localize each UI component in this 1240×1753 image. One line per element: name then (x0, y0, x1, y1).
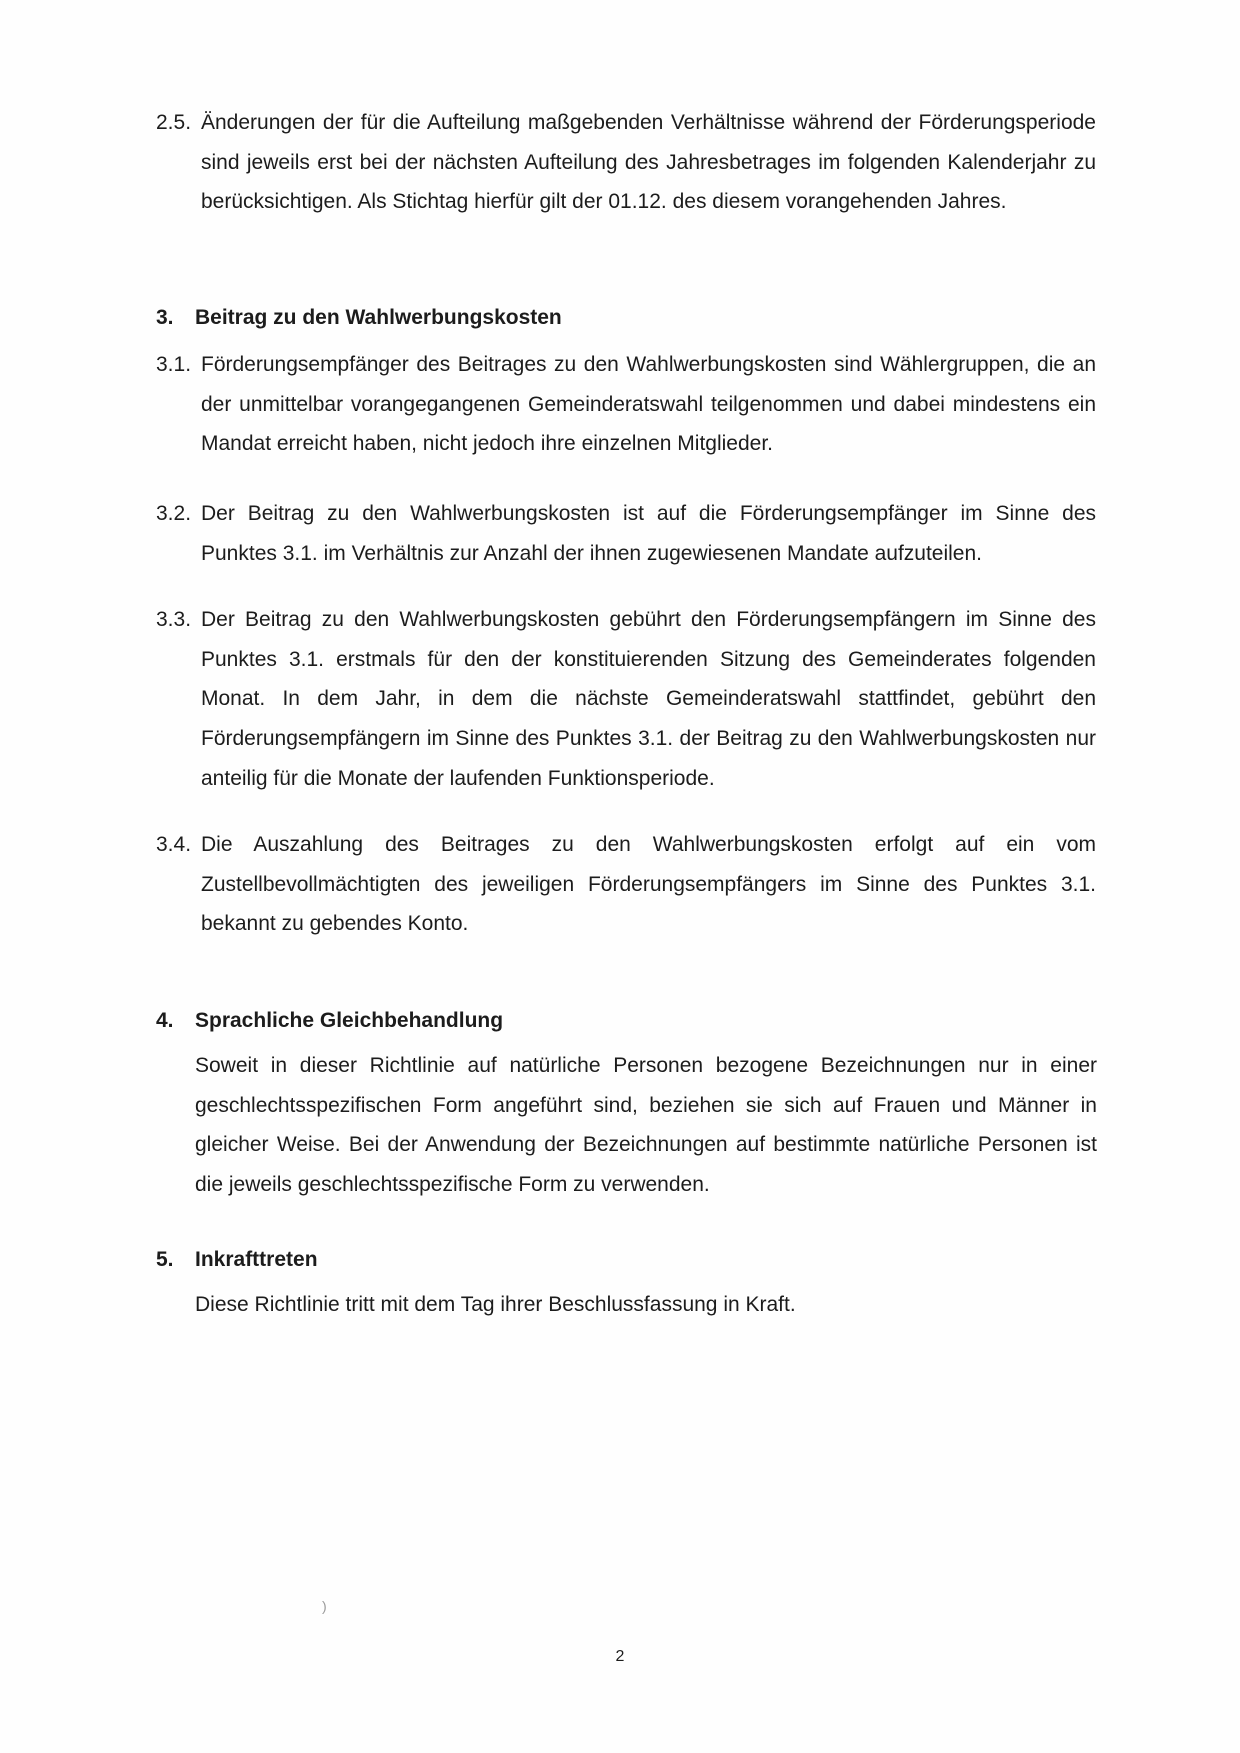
stray-mark: ) (322, 1598, 327, 1614)
clause-text: Die Auszahlung des Beitrages zu den Wahlwerbungskosten erfolgt auf ein vom Zustellbevollmächtigten des jeweiligen Förderungsempfängers im Sinne des Punktes 3.1. bekannt zu gebendes Konto. (201, 833, 1096, 936)
clause-number: 3.4. (156, 833, 192, 856)
clause-number: 3.3. (156, 608, 192, 631)
section-title: Sprachliche Gleichbehandlung (195, 1009, 504, 1032)
section-number: 4. (156, 1009, 174, 1032)
clause-number: 2.5. (156, 111, 192, 134)
clause-text: Förderungsempfänger des Beitrages zu den Wahlwerbungskosten sind Wählergruppen, die an der unmittelbar vorangegangenen Gemeinderatswahl teilgenommen und dabei mindestens ein Mandat erreicht haben, nicht jedoch ihre einzelnen Mitglieder. (201, 353, 1096, 456)
section-number: 5. (156, 1248, 174, 1271)
clause-3-4 (156, 825, 1096, 944)
section-heading-3 (156, 303, 562, 333)
clause-text: Änderungen der für die Aufteilung maßgebenden Verhältnisse während der Förderungsperiode sind jeweils erst bei der nächsten Aufteilung des Jahresbetrages im folgenden Kalenderjahr zu berücksichtigen. Als Stichtag hierfür gilt der 01.12. des diesem vorangehenden Jahres. (201, 111, 1096, 214)
section-heading-5 (156, 1245, 318, 1275)
section-4-paragraph: Soweit in dieser Richtlinie auf natürliche Personen bezogene Bezeichnungen nur in einer geschlechtsspezifischen Form angeführt sind, beziehen sie sich auf Frauen und Männer in gleicher Weise. Bei der Anwendung der Bezeichnungen auf bestimmte natürliche Personen ist die jeweils geschlechtsspezifische Form zu verwenden. (195, 1054, 1097, 1197)
section-5-paragraph: Diese Richtlinie tritt mit dem Tag ihrer Beschlussfassung in Kraft. (195, 1293, 796, 1316)
clause-text: Der Beitrag zu den Wahlwerbungskosten gebührt den Förderungsempfängern im Sinne des Punktes 3.1. erstmals für den der konstituierenden Sitzung des Gemeinderates folgenden Monat. In dem Jahr, in dem die nächste Gemeinderatswahl stattfindet, gebührt den Förderungsempfängern im Sinne des Punktes 3.1. der Beitrag zu den Wahlwerbungskosten nur anteilig für die Monate der laufenden Funktionsperiode. (201, 608, 1096, 790)
clause-3-1 (156, 345, 1096, 464)
section-heading-4 (156, 1006, 503, 1036)
clause-number: 3.1. (156, 353, 192, 376)
clause-2-5 (156, 103, 1096, 222)
section-number: 3. (156, 306, 174, 329)
clause-text: Der Beitrag zu den Wahlwerbungskosten ist auf die Förderungsempfänger im Sinne des Punktes 3.1. im Verhältnis zur Anzahl der ihnen zugewiesenen Mandate aufzuteilen. (201, 502, 1096, 565)
section-title: Beitrag zu den Wahlwerbungskosten (195, 306, 562, 329)
clause-number: 3.2. (156, 502, 192, 525)
clause-3-2 (156, 494, 1096, 573)
section-title: Inkrafttreten (195, 1248, 318, 1271)
clause-3-3 (156, 600, 1096, 799)
page-number: 2 (615, 1648, 625, 1665)
